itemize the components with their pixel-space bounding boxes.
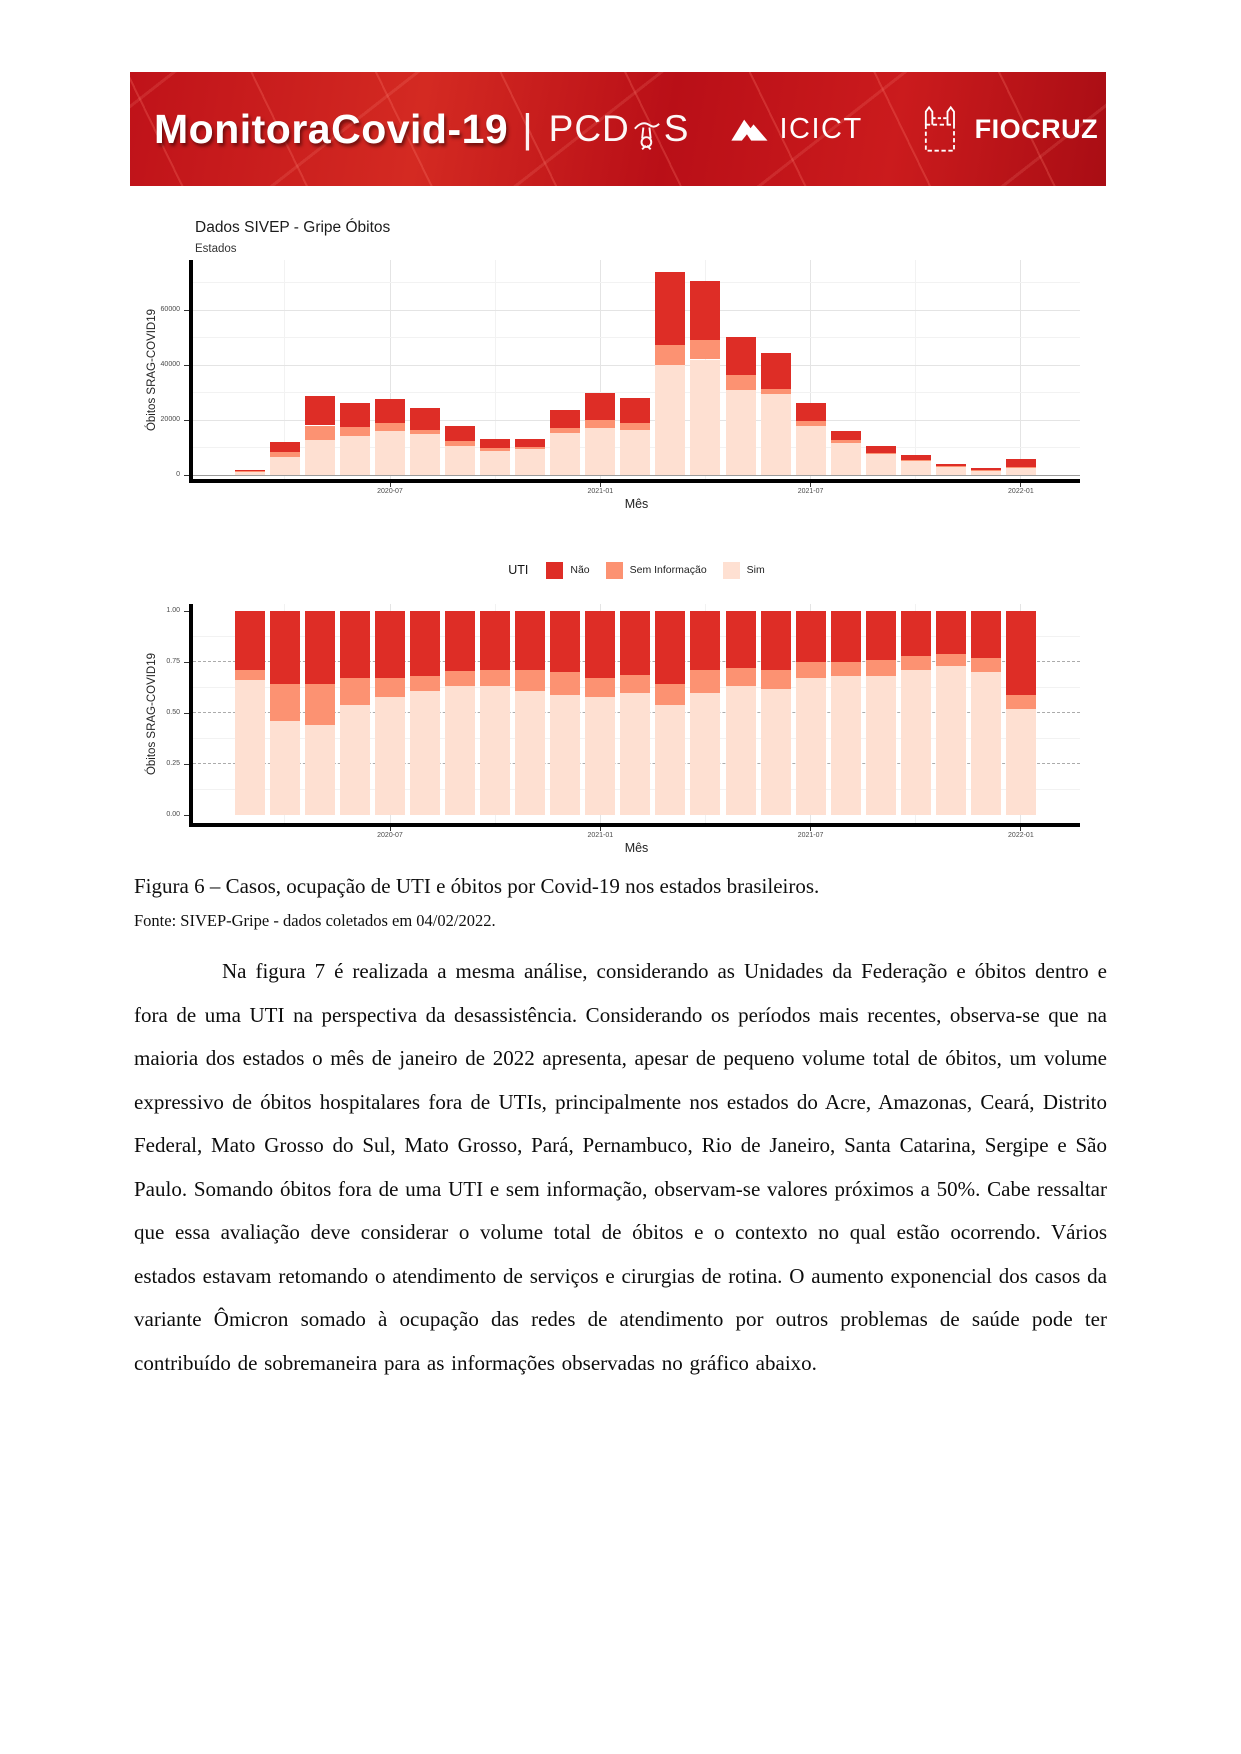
bar-2021-01-sim	[585, 697, 615, 815]
bar-2022-01-nao	[1006, 611, 1036, 695]
figure-caption: Figura 6 – Casos, ocupação de UTI e óbitos por Covid-19 nos estados brasileiros.	[134, 874, 820, 898]
bar-2022-01-sem_informacao	[1006, 695, 1036, 709]
bar-2021-09-sem_informacao	[866, 660, 896, 676]
chart-title: Dados SIVEP - Gripe Óbitos	[195, 219, 391, 236]
bar-2021-04-nao	[690, 611, 720, 670]
bar-2020-11-sem_informacao	[515, 670, 545, 690]
x-tick-label: 2021-07	[797, 832, 824, 839]
bar-2021-09-sim	[866, 676, 896, 815]
bar-2021-06-sim	[761, 689, 791, 815]
bar-2021-10-sim	[901, 670, 931, 815]
bar-2020-10-nao	[480, 611, 510, 670]
bar-2021-12-sem_informacao	[971, 658, 1001, 672]
bar-2021-03-sem_informacao	[655, 684, 685, 704]
bar-2021-03-nao	[655, 611, 685, 684]
y-tick	[184, 662, 189, 663]
x-tick-label: 2021-01	[587, 488, 614, 495]
bar-2021-11-nao	[936, 611, 966, 654]
bar-2020-12-nao	[550, 611, 580, 672]
bar-2022-01-sim	[1006, 709, 1036, 815]
pcdas-text-left: PCD	[548, 108, 630, 149]
fiocruz-label: FIOCRUZ	[974, 113, 1099, 144]
y-tick-label: 60000	[160, 306, 180, 313]
legend-item-nao	[546, 562, 589, 579]
bar-2020-07-nao	[375, 611, 405, 678]
x-axis-title: Mês	[624, 841, 649, 855]
bar-2020-09-sem_informacao	[445, 671, 475, 686]
bar-2020-05-sem_informacao	[305, 684, 335, 725]
legend-label: Não	[570, 564, 590, 576]
bar-2020-06-nao	[340, 611, 370, 678]
x-tick	[600, 827, 601, 831]
chart-subtitle: Estados	[195, 243, 237, 255]
bar-2021-08-sim	[831, 676, 861, 815]
pcdas-text-right: S	[663, 108, 690, 149]
legend-swatch-sim	[723, 562, 740, 579]
bar-2021-02-sim	[620, 693, 650, 815]
monitoracovid-logo: MonitoraCovid-19	[154, 105, 509, 152]
bar-2020-05-nao	[305, 611, 335, 684]
legend-label: Sem Informação	[629, 564, 707, 576]
legend-label: Sim	[746, 564, 765, 576]
brand-separator: |	[522, 106, 533, 151]
bar-2021-01-nao	[585, 611, 615, 678]
y-tick	[184, 815, 189, 816]
bar-2020-12-sem_informacao	[550, 672, 580, 694]
legend-item-sim	[723, 562, 765, 579]
uti-legend	[193, 559, 1080, 581]
bar-2020-05-sim	[305, 725, 335, 815]
bar-2021-08-nao	[831, 611, 861, 662]
bar-2021-06-sem_informacao	[761, 670, 791, 688]
y-axis-title: Óbitos SRAG-COVID19	[146, 652, 158, 775]
y-tick-label: 0.00	[166, 811, 180, 818]
y-tick-label: 1.00	[166, 607, 180, 614]
x-tick-label: 2022-01	[1008, 488, 1034, 495]
legend-swatch-nao	[546, 562, 563, 579]
bar-2021-04-sem_informacao	[690, 670, 720, 692]
bar-2020-12-sim	[550, 695, 580, 815]
bar-2020-07-sim	[375, 697, 405, 815]
bar-2020-09-sim	[445, 686, 475, 815]
y-tick-label: 0.75	[166, 658, 180, 665]
bar-2021-02-sem_informacao	[620, 675, 650, 692]
x-axis-title: Mês	[624, 497, 649, 511]
bar-2020-10-sem_informacao	[480, 670, 510, 686]
bar-2021-10-nao	[901, 611, 931, 656]
x-tick-label: 2021-07	[797, 488, 824, 495]
bar-2021-10-sem_informacao	[901, 656, 931, 670]
bar-2021-03-sim	[655, 705, 685, 815]
y-tick-label: 0.25	[166, 760, 180, 767]
bar-2020-07-sem_informacao	[375, 678, 405, 696]
bar-2020-08-nao	[410, 611, 440, 676]
bar-2021-02-nao	[620, 611, 650, 675]
bar-2020-03-nao	[235, 611, 265, 670]
bar-2020-04-sem_informacao	[270, 684, 300, 721]
bar-2021-05-sim	[726, 686, 756, 815]
bar-2021-07-sim	[796, 678, 826, 815]
bar-2020-03-sem_informacao	[235, 670, 265, 680]
x-tick-label: 2022-01	[1008, 832, 1034, 839]
legend-swatch-sem_informacao	[606, 562, 623, 579]
legend-item-sem_informacao	[606, 562, 707, 579]
bar-2021-01-sem_informacao	[585, 678, 615, 696]
bar-2021-11-sim	[936, 666, 966, 815]
bar-2020-11-sim	[515, 691, 545, 815]
bar-2020-08-sem_informacao	[410, 676, 440, 690]
legend-title: UTI	[508, 563, 529, 577]
x-tick	[810, 827, 811, 831]
bar-2020-09-nao	[445, 611, 475, 671]
bar-2021-09-nao	[866, 611, 896, 660]
bar-2021-05-sem_informacao	[726, 668, 756, 686]
bar-2020-08-sim	[410, 691, 440, 815]
x-tick	[1020, 827, 1021, 831]
y-tick	[184, 713, 189, 714]
bar-2020-03-sim	[235, 680, 265, 815]
bar-2021-06-nao	[761, 611, 791, 670]
bar-2021-05-nao	[726, 611, 756, 668]
bar-2020-04-sim	[270, 721, 300, 815]
bar-2021-07-nao	[796, 611, 826, 662]
bar-2021-07-sem_informacao	[796, 662, 826, 678]
x-tick-label: 2020-07	[377, 488, 403, 495]
x-tick-label: 2020-07	[377, 832, 403, 839]
y-tick-label: 0	[176, 471, 180, 478]
bar-2020-10-sim	[480, 686, 510, 815]
bar-2020-06-sim	[340, 705, 370, 815]
bar-2021-12-sim	[971, 672, 1001, 815]
bar-2021-08-sem_informacao	[831, 662, 861, 676]
body-paragraph: Na figura 7 é realizada a mesma análise, considerando as Unidades da Federação e óbitos dentro e fora de uma UTI na perspectiva da desassistência. Considerando os períodos mais recentes, observa-se que na maioria dos estados o mês de janeiro de 2022 apresenta, apesar de pequeno volume total de óbitos, um volume expressivo de óbitos hospitalares fora de UTIs, principalmente nos estados do Acre, Amazonas, Ceará, Distrito Federal, Mato Grosso do Sul, Mato Grosso, Pará, Pernambuco, Rio de Janeiro, Santa Catarina, Sergipe e São Paulo. Somando óbitos fora de uma UTI e sem informação, observam-se valores próximos a 50%. Cabe ressaltar que essa avaliação deve considerar o volume total de óbitos e o contexto no qual estão ocorrendo. Vários estados estavam retomando o atendimento de serviços e cirurgias de rotina. O aumento exponencial dos casos da variante Ômicron somado à ocupação das redes de atendimento por outros problemas de saúde pode ter contribuído de sobremaneira para as informações observadas no gráfico abaixo.	[134, 959, 1107, 1375]
y-tick-label: 40000	[160, 361, 180, 368]
y-axis-line	[189, 604, 193, 827]
bar-2021-11-sem_informacao	[936, 654, 966, 666]
y-tick-label: 20000	[160, 416, 180, 423]
bar-2020-11-nao	[515, 611, 545, 670]
icict-label: ICICT	[779, 112, 863, 145]
y-tick-label: 0.50	[166, 709, 180, 716]
y-tick	[184, 764, 189, 765]
bar-2021-04-sim	[690, 693, 720, 815]
figure-source: Fonte: SIVEP-Gripe - dados coletados em 04/02/2022.	[134, 911, 496, 930]
bar-2020-06-sem_informacao	[340, 678, 370, 705]
y-tick	[184, 611, 189, 612]
bar-2021-12-nao	[971, 611, 1001, 658]
bar-2020-04-nao	[270, 611, 300, 684]
y-axis-title: Óbitos SRAG-COVID19	[146, 308, 158, 431]
x-axis-line	[189, 823, 1080, 827]
x-tick	[390, 827, 391, 831]
x-tick-label: 2021-01	[587, 832, 614, 839]
